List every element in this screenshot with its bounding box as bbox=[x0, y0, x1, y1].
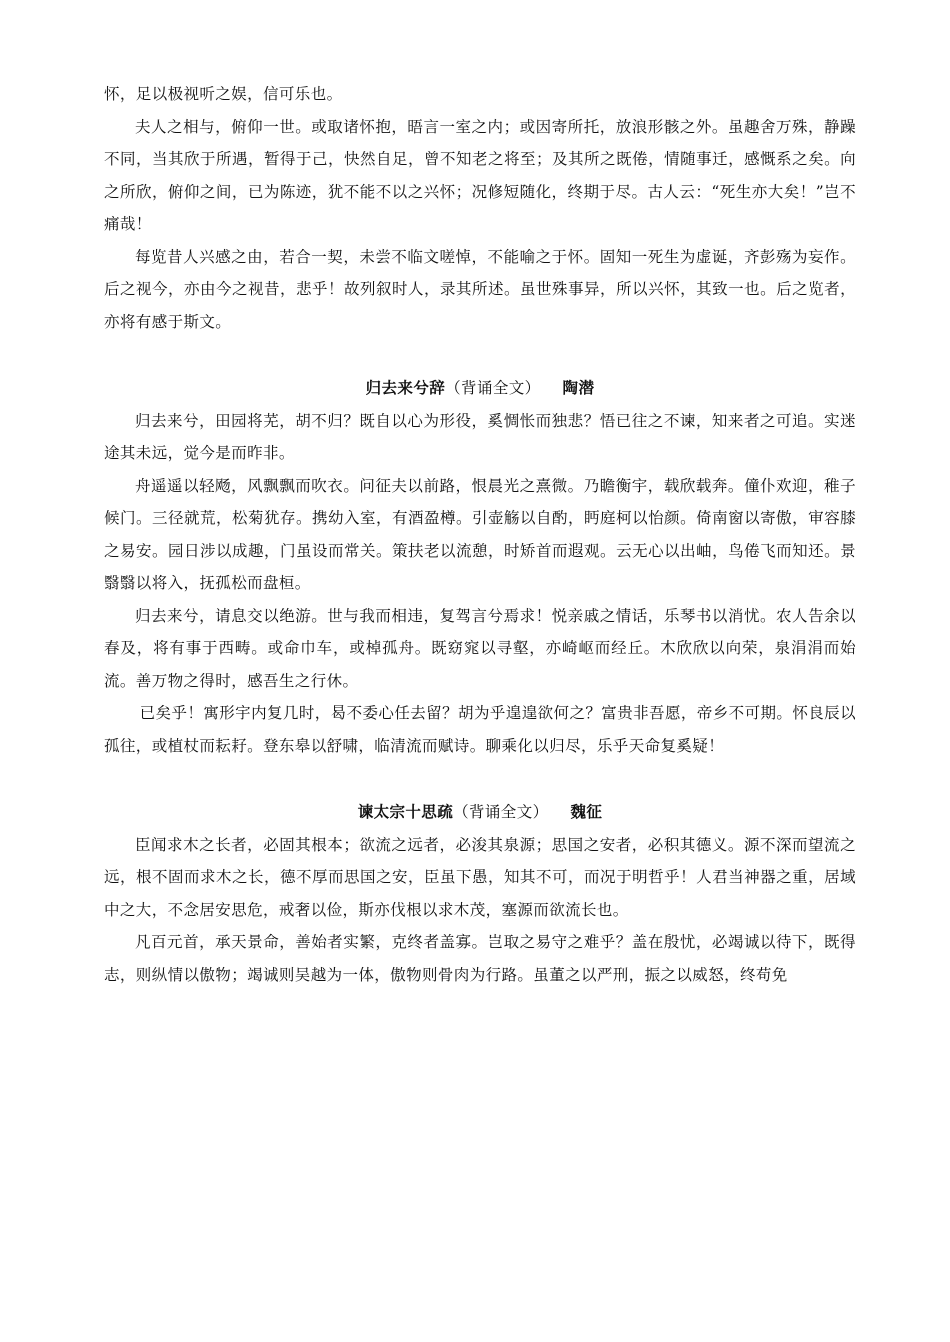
paragraph: 已矣乎！寓形宇内复几时，曷不委心任去留？胡为乎遑遑欲何之？富贵非吾愿，帝乡不可期。怀良辰以孤往，或植杖而耘耔。登东皋以舒啸，临清流而赋诗。聊乘化以归尽，乐乎天命复奚疑！ bbox=[104, 704, 856, 755]
heading-title: 谏太宗十思疏 bbox=[357, 802, 454, 821]
heading-note: （背诵全文） bbox=[445, 379, 541, 397]
section-heading bbox=[104, 372, 856, 405]
paragraph: 归去来兮，田园将芜，胡不归？既自以心为形役，奚惆怅而独悲？悟已往之不谏，知来者之可追。实迷途其未远，觉今是而昨非。 bbox=[104, 411, 856, 462]
paragraph: 夫人之相与，俯仰一世。或取诸怀抱，晤言一室之内；或因寄所托，放浪形骸之外。虽趣舍万殊，静躁不同，当其欣于所遇，暂得于己，快然自足，曾不知老之将至；及其所之既倦，情随事迁，感慨系之矣。向之所欣，俯仰之间，已为陈迹，犹不能不以之兴怀；况修短随化，终期于尽。古人云：“死生亦大矣！”岂不痛哉！ bbox=[104, 117, 856, 233]
section-spacer bbox=[104, 762, 856, 796]
heading-author: 魏征 bbox=[570, 802, 603, 821]
heading-note: （背诵全文） bbox=[453, 803, 549, 821]
section-spacer bbox=[104, 338, 856, 372]
paragraph: 怀，足以极视听之娱，信可乐也。 bbox=[104, 85, 343, 103]
paragraph: 凡百元首，承天景命，善始者实繁，克终者盖寡。岂取之易守之难乎？盖在殷忧，必竭诚以待下，既得志，则纵情以傲物；竭诚则吴越为一体，傲物则骨肉为行路。虽董之以严刑，振之以威怒，终苟免 bbox=[104, 933, 856, 984]
heading-title: 归去来兮辞 bbox=[365, 378, 446, 397]
document-page bbox=[104, 78, 856, 991]
paragraph: 臣闻求木之长者，必固其根本；欲流之远者，必浚其泉源；思国之安者，必积其德义。源不深而望流之远，根不固而求木之长，德不厚而思国之安，臣虽下愚，知其不可，而况于明哲乎！人君当神器之重，居域中之大，不念居安思危，戒奢以俭，斯亦伐根以求木茂，塞源而欲流长也。 bbox=[104, 835, 856, 919]
paragraph: 每览昔人兴感之由，若合一契，未尝不临文嗟悼，不能喻之于怀。固知一死生为虚诞，齐彭殇为妄作。后之视今，亦由今之视昔，悲乎！故列叙时人，录其所述。虽世殊事异，所以兴怀，其致一也。后之览者，亦将有感于斯文。 bbox=[104, 247, 856, 331]
heading-author: 陶潜 bbox=[562, 378, 595, 397]
section-heading bbox=[104, 796, 856, 829]
paragraph: 归去来兮，请息交以绝游。世与我而相违，复驾言兮焉求！悦亲戚之情话，乐琴书以消忧。农人告余以春及，将有事于西畴。或命巾车，或棹孤舟。既窈窕以寻壑，亦崎岖而经丘。木欣欣以向荣，泉涓涓而始流。善万物之得时，感吾生之行休。 bbox=[104, 606, 856, 690]
paragraph: 舟遥遥以轻飏，风飘飘而吹衣。问征夫以前路，恨晨光之熹微。乃瞻衡宇，载欣载奔。僮仆欢迎，稚子候门。三径就荒，松菊犹存。携幼入室，有酒盈樽。引壶觞以自酌，眄庭柯以怡颜。倚南窗以寄傲，审容膝之易安。园日涉以成趣，门虽设而常关。策扶老以流憩，时矫首而遐观。云无心以出岫，鸟倦飞而知还。景翳翳以将入，抚孤松而盘桓。 bbox=[104, 476, 856, 592]
